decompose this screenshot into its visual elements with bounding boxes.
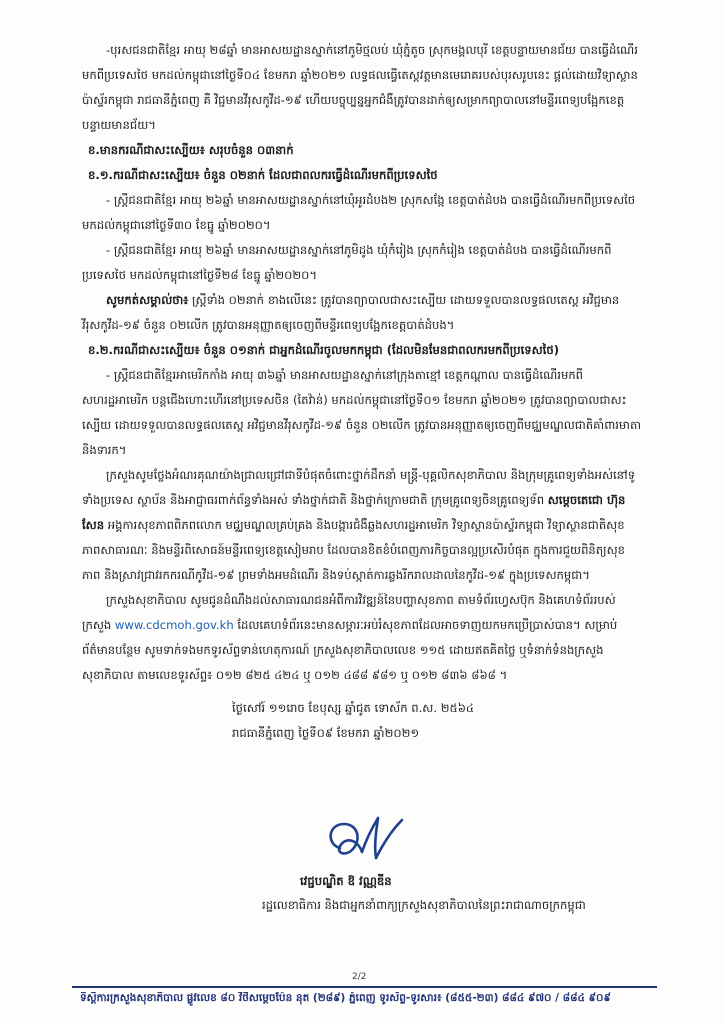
- signatory-name: វេជ្ជបណ្ឌិត ឱ វណ្ណឌីន: [300, 874, 392, 888]
- thanks-text-bold: សម្ដេចតេជោ ហ៊ុន សែន: [82, 493, 626, 532]
- signature-icon: [318, 810, 408, 870]
- footer-address: ទីស្ដីការក្រសួងសុខាភិបាល ផ្លូវលេខ ៨០ វិថីសម្ដេចប៉ែន នុត (២៨៩) ភ្នំពេញ ទូរស័ព្ទ-ទូរសារ៖ (៨៥៥-២៣) ៨៨៤ ៩៧០ / ៨៨៤ ៩០៩: [80, 992, 611, 1004]
- note-text: ស្ត្រីទាំង ០២នាក់ ខាងលើនេះ ត្រូវបានព្យាបាលជាសះស្បើយ ដោយទទួលបានលទ្ធផលតេស្ត អវិជ្ជមានវីរុសកូវីដ-១៩ ចំនួន ០២លើក ត្រូវបានអនុញ្ញាតឲ្យចេញពីមន្ទីរពេទ្យបង្អែកខេត្តបាត់ដំបង។: [82, 293, 620, 332]
- recovered-subheading-1: ខ.១.ករណីជាសះស្បើយ៖ ចំនួន ០២នាក់ ដែលជាពលករធ្វើដំណើរមកពីប្រទេសថៃ: [88, 168, 438, 182]
- website-link[interactable]: www.cdcmoh.gov.kh: [114, 618, 234, 632]
- note-paragraph: [82, 288, 641, 338]
- contact-text-start: ក្រសួងសុខាភិបាល សូមជូនដំណឹងដល់សាធារណជនអំពីការវិវឌ្ឍន៍នៃបញ្ហាសុខភាព តាមទំព័រហ្វេសប៊ុក និងគេហទំព័ររបស់ក្រសួង: [82, 593, 616, 632]
- thanks-paragraph: [82, 463, 641, 588]
- footer-divider: [72, 986, 657, 988]
- note-label: សូមកត់សម្គាល់ថា៖: [106, 293, 189, 307]
- signatory-role: រដ្ឋលេខាធិការ និងជាអ្នកនាំពាក្យក្រសួងសុខាភិបាលនៃព្រះរាជាណាចក្រកម្ពុជា: [262, 898, 586, 912]
- contact-paragraph: [82, 588, 641, 688]
- recovered-case-3: - ស្ត្រីជនជាតិខ្មែរអាមេរិកកាំង អាយុ ៣៦ឆ្នាំ មានអាសយដ្ឋានស្នាក់នៅក្រុងតាខ្មៅ ខេត្តកណ្ដាល បានធ្វើដំណើរមកពីសហរដ្ឋអាមេរិក បន្តជើងហោះហើរនៅប្រទេសចិន (តៃវ៉ាន់) មកដល់កម្ពុជានៅថ្ងៃទី០១ ខែមករា ឆ្នាំ២០២១ ត្រូវបានព្យាបាលជាសះស្បើយ ដោយទទួលបានលទ្ធផលតេស្ត អវិជ្ជមានវីរុសកូវីដ-១៩ ចំនួន ០២លើក ត្រូវបានអនុញ្ញាតឲ្យចេញពីមជ្ឈមណ្ឌលជាតិគាំពារមាតា និងទារក។: [82, 368, 641, 457]
- lunar-date: ថ្ងៃសៅរ៍ ១១រោច ខែបុស្ស ឆ្នាំជូត ទោស័ក ព.ស. ២៥៦៤: [232, 701, 475, 715]
- page-number: 2/2: [352, 972, 367, 982]
- thanks-text-end: អង្គការសុខភាពពិភពលោក មជ្ឈមណ្ឌលគ្រប់គ្រង និងបង្ការជំងឺឆ្លងសហរដ្ឋអាមេរិក វិទ្យាស្ថានប៉ាស្ទ័រកម្ពុជា វិទ្យាស្ថានជាតិសុខភាពសាធារណៈ និងមន្ទីរពិសោធន៍មន្ទីរពេទ្យខេត្តសៀមរាប ដែលបានខិតខំបំពេញភារកិច្ចបានល្អប្រសើរបំផុត ក្នុងការជួយពិនិត្យសុខភាព និងស្រាវជ្រាវរកករណីកូវីដ-១៩ ព្រមទាំងអមដំណើរ និងទប់ស្កាត់ការឆ្លងរីករាលដាលនៃកូវីដ-១៩ ក្នុងប្រទេសកម្ពុជា។: [82, 518, 625, 582]
- thanks-text-start: ក្រសួងសូមថ្លែងអំណរគុណយ៉ាងជ្រាលជ្រៅជាទីបំផុតចំពោះថ្នាក់ដឹកនាំ មន្ត្រី-បុគ្គលិកសុខាភិបាល និងក្រុមគ្រូពេទ្យទាំងអស់នៅទូទាំងប្រទេស ស្ថាប័ន និងអាជ្ញាធរពាក់ព័ន្ធទាំងអស់ ទាំងថ្នាក់ជាតិ និងថ្នាក់ក្រោមជាតិ ក្រុមគ្រូពេទ្យចិនគ្រូពេទ្យទ័ព: [82, 468, 636, 507]
- recovered-heading: ខ.មានករណីជាសះស្បើយ៖ សរុបចំនួន ០៣នាក់: [88, 143, 294, 157]
- contact-text-end: ដែលគេហទំព័រនេះមានសម្ភារៈអប់រំសុខភាពដែលអាចទាញយកមកប្រើប្រាស់បាន។ សម្រាប់ព័ត៌មានបន្ថែម សូមទាក់ទងមកទូរស័ព្ទទាន់ហេតុការណ៍ ក្រសួងសុខាភិបាលលេខ ១១៥ ដោយឥតគិតថ្លៃ ឬទំនាក់ទំនងក្រសួងសុខាភិបាល តាមលេខទូរស័ព្ទ៖ ០១២ ៨២៥ ៤២៤ ឬ ០១២ ៤៨៨ ៩៨១ ឬ ០១២ ៨៣៦ ៨៦៨ ។: [82, 618, 618, 682]
- date-block: [82, 696, 641, 746]
- recovered-case-1: - ស្ត្រីជនជាតិខ្មែរ អាយុ ២៦ឆ្នាំ មានអាសយដ្ឋានស្នាក់នៅឃុំអូរដំបង២ ស្រុកសង្កែ ខេត្តបាត់ដំបង បានធ្វើដំណើរមកពីប្រទេសថៃ មកដល់កម្ពុជានៅថ្ងៃទី៣០ ខែធ្នូ ឆ្នាំ២០២០។: [82, 193, 636, 232]
- solar-date: រាជធានីភ្នំពេញ ថ្ងៃទី០៩ ខែមករា ឆ្នាំ២០២១: [232, 726, 420, 740]
- recovered-case-2: - ស្ត្រីជនជាតិខ្មែរ អាយុ ២៦ឆ្នាំ មានអាសយដ្ឋានស្នាក់នៅភូមិដូង ឃុំកំរៀង ស្រុកកំរៀង ខេត្តបាត់ដំបង បានធ្វើដំណើរមកពីប្រទេសថៃ មកដល់កម្ពុជានៅថ្ងៃទី២៨ ខែធ្នូ ឆ្នាំ២០២០។: [82, 243, 612, 282]
- case-description-paragraph: -បុរសជនជាតិខ្មែរ អាយុ ២៨ឆ្នាំ មានអាសយដ្ឋានស្នាក់នៅភូមិថ្មលប់ ឃុំភ្នំតូច ស្រុកមង្គលបុរី ខេត្តបន្ទាយមានជ័យ បានធ្វើដំណើរមកពីប្រទេសថៃ មកដល់កម្ពុជានៅថ្ងៃទី០៤ ខែមករា ឆ្នាំ២០២១ លទ្ធផលធ្វើតេស្តវត្តមានមេរោគរបស់បុរសរូបនេះ ផ្ដល់ដោយវិទ្យាស្ថានប៉ាស្ទ័រកម្ពុជា រាជធានីភ្នំពេញ គឺ វិជ្ជមានវីរុសកូវីដ-១៩ ហើយបច្ចុប្បន្នអ្នកជំងឺត្រូវបានដាក់ឲ្យសម្រាកព្យាបាលនៅមន្ទីរពេទ្យបង្អែកខេត្តបន្ទាយមានជ័យ។: [82, 43, 638, 132]
- recovered-subheading-2: ខ.២.ករណីជាសះស្បើយ៖ ចំនួន ០១នាក់ ជាអ្នកដំណើរចូលមកកម្ពុជា (ដែលមិនមែនជាពលករមកពីប្រទេសថៃ): [88, 343, 559, 357]
